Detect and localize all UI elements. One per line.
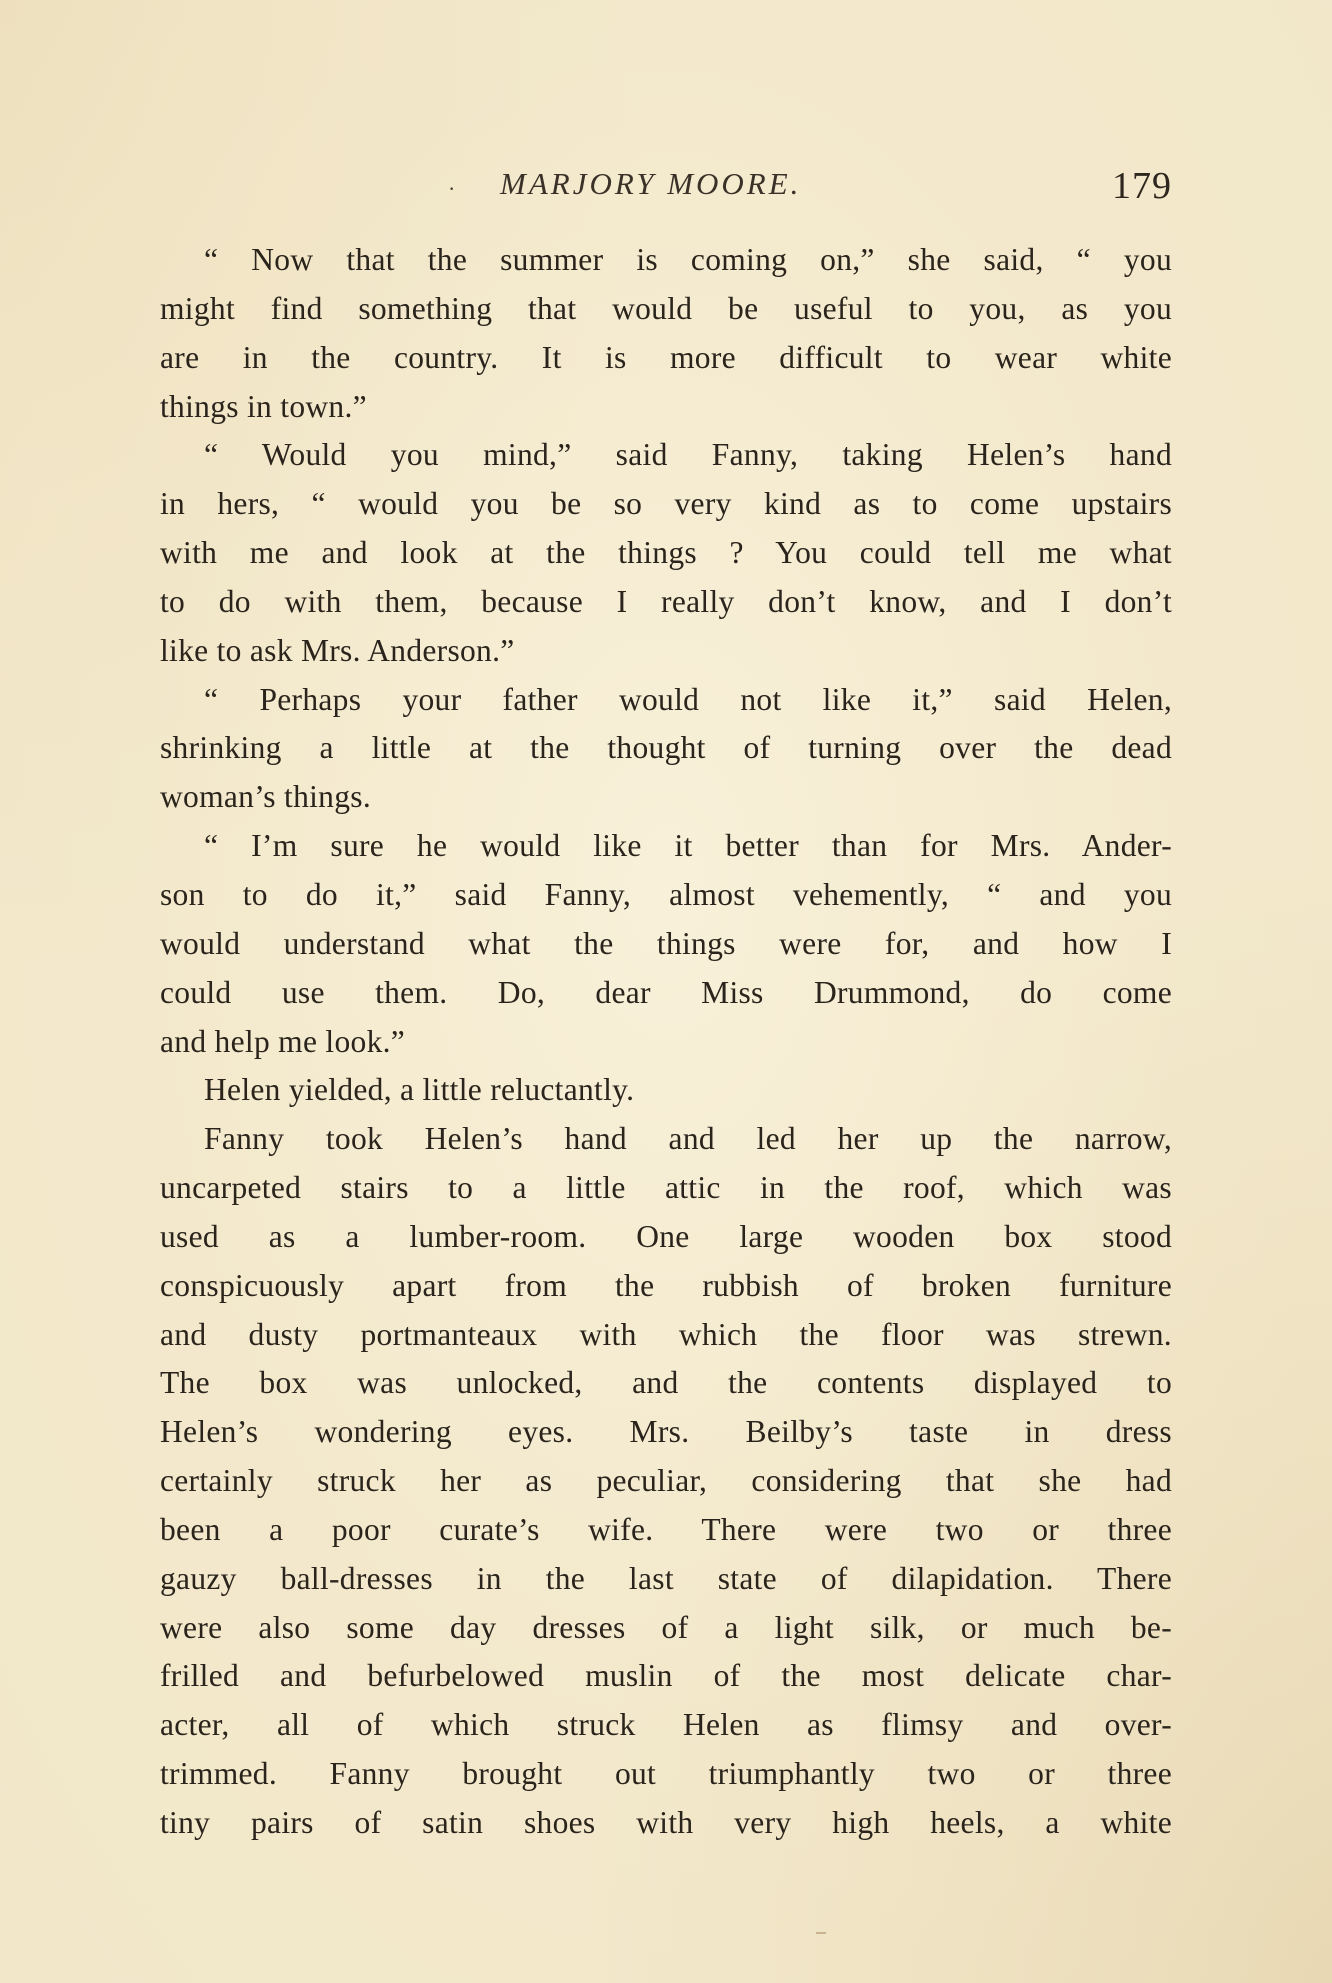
text-line: certainly struck her as peculiar, considering that she had (160, 1463, 1172, 1499)
text-line: Helen’s wondering eyes. Mrs. Beilby’s taste in dress (160, 1414, 1172, 1450)
text-line: Helen yielded, a little reluctantly. (204, 1072, 635, 1108)
text-line: and dusty portmanteaux with which the floor was strewn. (160, 1316, 1172, 1352)
text-line: gauzy ball-dresses in the last state of dilapidation. There (160, 1560, 1172, 1596)
text-line: used as a lumber-room. One large wooden box stood (160, 1218, 1172, 1254)
text-line: conspicuously apart from the rubbish of broken furniture (160, 1267, 1172, 1303)
running-head: MARJORY MOORE. (500, 166, 802, 201)
text-line: in hers, “ would you be so very kind as to come upstairs (160, 486, 1172, 522)
text-line: tiny pairs of satin shoes with very high heels, a white (160, 1805, 1172, 1840)
text-line: “ Perhaps your father would not like it,” said Helen, (204, 681, 1172, 717)
text-line: The box was unlocked, and the contents displayed to (160, 1365, 1172, 1401)
text-line: frilled and befurbelowed muslin of the most delicate char- (160, 1658, 1172, 1694)
page-blemish (816, 1932, 826, 1934)
text-line: woman’s things. (160, 779, 372, 815)
text-line: with me and look at the things ? You could tell me what (160, 535, 1172, 571)
text-line: Fanny took Helen’s hand and led her up the narrow, (204, 1121, 1172, 1157)
text-line: could use them. Do, dear Miss Drummond, do come (160, 974, 1172, 1010)
text-line: to do with them, because I really don’t know, and I don’t (160, 583, 1172, 619)
text-line: things in town.” (160, 388, 367, 424)
page-header (160, 158, 1172, 218)
page-number: 179 (1112, 165, 1172, 207)
body-text (160, 236, 1172, 1856)
text-line: “ Would you mind,” said Fanny, taking Helen’s hand (204, 437, 1172, 473)
text-line: “ Now that the summer is coming on,” she said, “ you (204, 242, 1172, 277)
text-line: been a poor curate’s wife. There were two or three (160, 1511, 1172, 1547)
text-line: would understand what the things were for, and how I (160, 925, 1172, 961)
text-line: might find something that would be useful to you, as you (160, 290, 1172, 326)
text-line: like to ask Mrs. Anderson.” (160, 632, 515, 668)
header-separator: · (448, 176, 456, 201)
text-line: trimmed. Fanny brought out triumphantly two or three (160, 1756, 1172, 1792)
text-line: are in the country. It is more difficult to wear white (160, 339, 1172, 375)
text-line: “ I’m sure he would like it better than for Mrs. Ander- (204, 828, 1172, 864)
text-line: uncarpeted stairs to a little attic in the roof, which was (160, 1170, 1172, 1206)
text-line: shrinking a little at the thought of turning over the dead (160, 730, 1172, 766)
text-line: son to do it,” said Fanny, almost vehemently, “ and you (160, 876, 1172, 912)
text-line: and help me look.” (160, 1023, 406, 1059)
text-line: were also some day dresses of a light silk, or much be- (160, 1609, 1172, 1645)
text-line: acter, all of which struck Helen as flimsy and over- (160, 1707, 1172, 1743)
